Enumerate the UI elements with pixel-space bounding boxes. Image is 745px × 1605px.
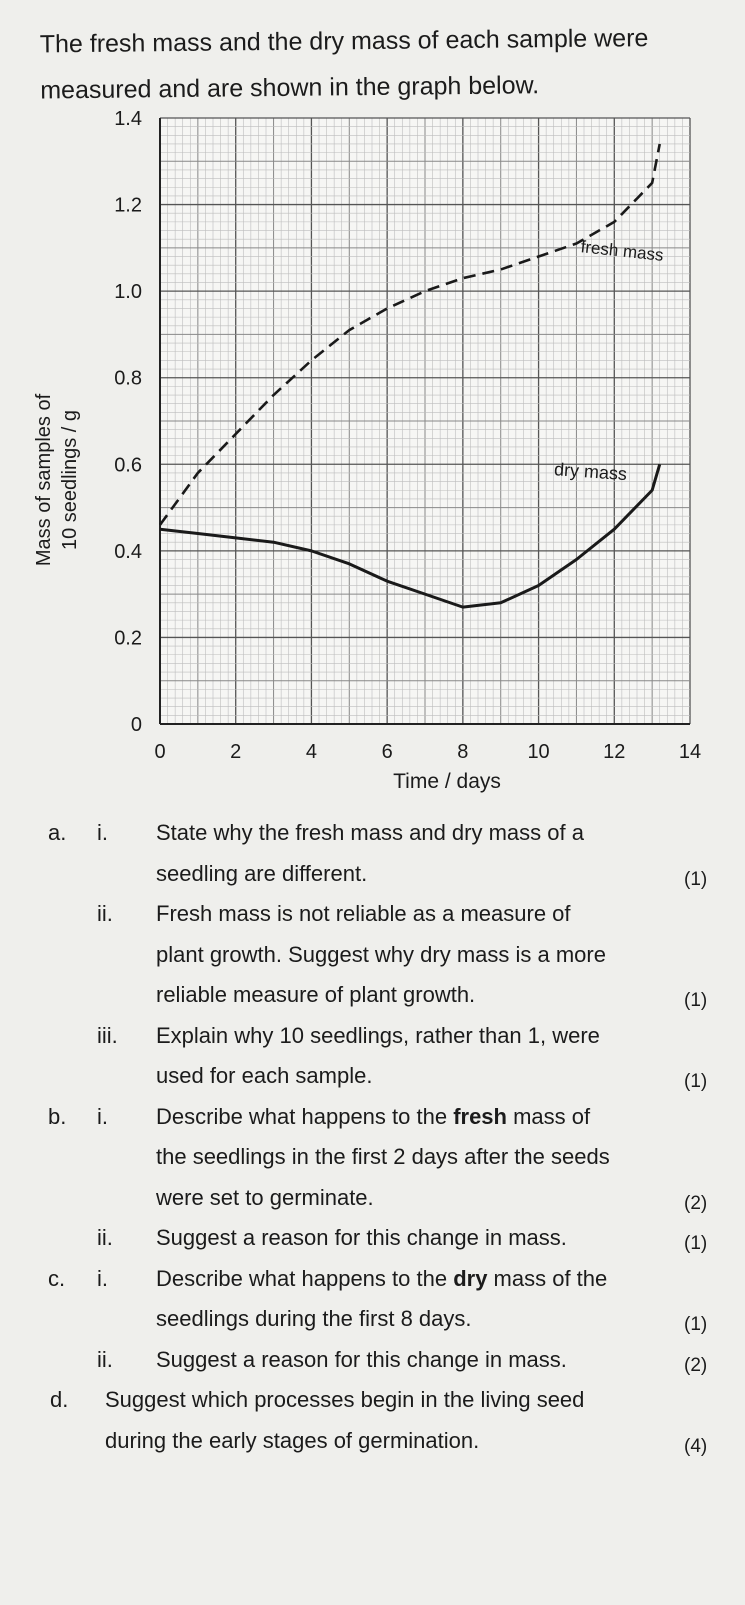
intro-line-1: The fresh mass and the dry mass of each sample were bbox=[39, 24, 649, 59]
question-marks: (1) bbox=[684, 1314, 708, 1335]
y-tick-label: 1.2 bbox=[114, 194, 142, 217]
y-tick-label: 1.0 bbox=[114, 281, 142, 304]
y-tick-label: 0.2 bbox=[114, 627, 142, 650]
question-text: during the early stages of germination. bbox=[105, 1427, 480, 1453]
question-numeral: i. bbox=[97, 1103, 108, 1129]
y-tick-label: 0.6 bbox=[114, 454, 142, 477]
question-text: Describe what happens to the fresh mass of bbox=[156, 1103, 591, 1129]
question-marks: (2) bbox=[684, 1192, 708, 1214]
question-text: Fresh mass is not reliable as a measure of bbox=[156, 901, 571, 926]
question-text: were set to germinate. bbox=[156, 1184, 374, 1210]
question-numeral: ii. bbox=[97, 1346, 113, 1372]
question-marks: (4) bbox=[684, 1435, 708, 1457]
y-axis-label-line-1: Mass of samples of bbox=[33, 393, 55, 567]
x-tick-label: 0 bbox=[154, 741, 166, 763]
question-text: Explain why 10 seedlings, rather than 1, were bbox=[156, 1022, 600, 1048]
x-tick-label: 2 bbox=[230, 741, 242, 763]
intro-text bbox=[40, 15, 701, 114]
question-text: Describe what happens to the dry mass of the bbox=[156, 1265, 608, 1291]
question-marks: (1) bbox=[684, 1071, 708, 1092]
question-letter: d. bbox=[50, 1387, 69, 1412]
question-text: seedlings during the first 8 days. bbox=[156, 1306, 472, 1331]
question-text: Suggest a reason for this change in mass. bbox=[156, 1346, 567, 1372]
question-marks: (1) bbox=[684, 868, 708, 890]
x-axis-label: Time / days bbox=[393, 770, 501, 793]
x-tick-label: 6 bbox=[381, 741, 393, 763]
y-tick-label: 1.4 bbox=[114, 108, 142, 130]
question-text: used for each sample. bbox=[156, 1063, 373, 1088]
x-tick-label: 4 bbox=[305, 741, 317, 763]
question-text: reliable measure of plant growth. bbox=[156, 982, 476, 1007]
x-tick-label: 10 bbox=[527, 741, 550, 763]
mass-time-chart bbox=[0, 100, 745, 820]
question-numeral: i. bbox=[97, 820, 108, 845]
question-letter: c. bbox=[48, 1265, 66, 1291]
question-numeral: ii. bbox=[97, 901, 113, 926]
question-text: seedling are different. bbox=[156, 860, 368, 886]
question-text: plant growth. Suggest why dry mass is a more bbox=[156, 941, 606, 967]
question-letter: b. bbox=[48, 1103, 67, 1129]
question-numeral: i. bbox=[97, 1265, 108, 1291]
question-marks: (1) bbox=[684, 990, 708, 1011]
x-tick-label: 14 bbox=[678, 741, 702, 763]
question-text: the seedlings in the first 2 days after the seeds bbox=[156, 1144, 610, 1169]
question-numeral: ii. bbox=[97, 1225, 113, 1250]
question-numeral: iii. bbox=[97, 1022, 118, 1048]
x-tick-label: 12 bbox=[603, 741, 626, 763]
y-tick-label: 0.4 bbox=[114, 540, 142, 563]
question-marks: (1) bbox=[684, 1233, 708, 1254]
x-tick-label: 8 bbox=[457, 741, 469, 763]
question-text: State why the fresh mass and dry mass of a bbox=[156, 820, 584, 845]
question-text: Suggest a reason for this change in mass. bbox=[156, 1225, 567, 1250]
dry-mass-label: dry mass bbox=[553, 459, 628, 485]
fresh-mass-label: fresh mass bbox=[579, 237, 665, 265]
intro-line-2: measured and are shown in the graph below. bbox=[40, 71, 540, 105]
y-axis-label-line-2: 10 seedlings / g bbox=[59, 409, 81, 551]
y-tick-label: 0.8 bbox=[114, 367, 142, 390]
question-marks: (2) bbox=[684, 1354, 708, 1376]
y-tick-label: 0 bbox=[130, 714, 142, 736]
question-letter: a. bbox=[48, 820, 67, 845]
question-text: Suggest which processes begin in the living seed bbox=[105, 1387, 585, 1412]
